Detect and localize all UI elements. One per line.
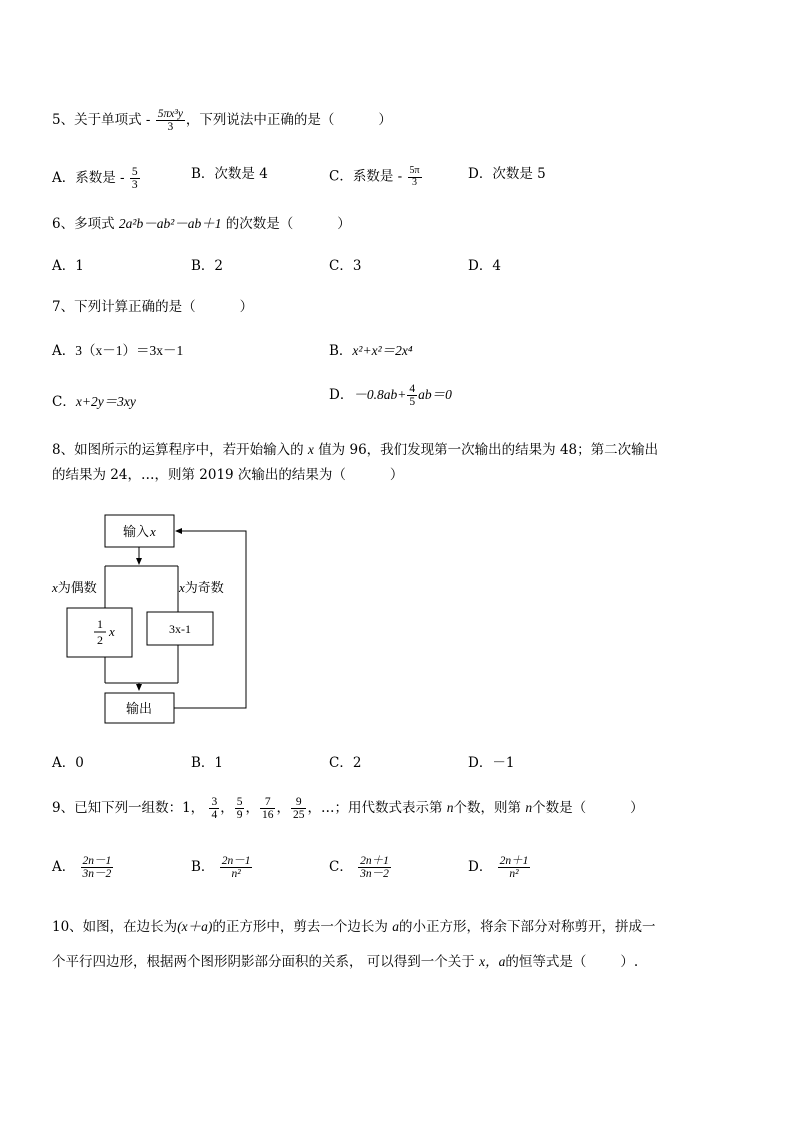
q7-option-c[interactable]: C．x+2y＝3xy (52, 394, 136, 410)
question-5-stem: 5、关于单项式 - $\frac{\text{5πx³y}}{3}$ ，下列说法中正确的是（ ） (52, 108, 392, 134)
flow-even-label: x为偶数 (52, 580, 97, 595)
q9-option-a[interactable]: A． $\frac{2n-1}{3n-2}$ (52, 855, 112, 881)
flow-odd-label: x为奇数 (179, 580, 224, 595)
q7-option-b[interactable]: B．x²+x²＝2x⁴ (329, 343, 413, 359)
flow-output-label: 输出 (126, 701, 153, 716)
flow-input-label: 输入x (123, 524, 156, 539)
q7-option-d[interactable]: D．－0.8ab+ $\frac{4}{5}$ ab＝0 (329, 383, 452, 409)
q5-option-b[interactable]: B．次数是 4 (191, 166, 268, 182)
q5-option-d[interactable]: D．次数是 5 (468, 166, 546, 182)
q7-option-a[interactable]: A．3（x－1）＝3x－1 (52, 343, 184, 359)
flow-odd-expr: 3x-1 (169, 622, 191, 636)
question-6-stem: 6、多项式 2a²b－ab²－ab＋1 的次数是（ ） (52, 216, 351, 232)
q5-fraction: $\frac{\text{5πx³y}}{3}$ (157, 108, 183, 134)
q9-option-b[interactable]: B． $\frac{2n-1}{\text{n²}}$ (191, 855, 251, 881)
q8-option-c[interactable]: C．2 (329, 755, 362, 771)
question-10-line1: 10、如图，在边长为(x＋a)的正方形中，剪去一个边长为 a的小正方形，将余下部分对称剪开，拼成一 (52, 919, 656, 935)
flow-half-var: x (109, 624, 115, 639)
question-7-stem: 7、下列计算正确的是（ ） (52, 299, 254, 315)
q8-option-a[interactable]: A．0 (52, 755, 84, 771)
question-8-stem-line1: 8、如图所示的运算程序中，若开始输入的 x 值为 96，我们发现第一次输出的结果为 48；第二次输出 (52, 442, 659, 458)
flow-half-den: 2 (97, 633, 103, 647)
q8-option-d[interactable]: D．－1 (468, 755, 515, 771)
q6-option-d[interactable]: D．4 (468, 258, 501, 274)
flow-half-num: 1 (97, 617, 103, 631)
question-9-stem: 9、已知下列一组数：1， $\frac{3}{4}$ ， $\frac{5}{9}$ ， $\frac{7}{16}$ ， $\frac{9}{25}$ ，…；用代数式表示第 n个数，则第 n个数是（ ） (52, 796, 644, 822)
flow-loop-line (174, 531, 246, 708)
question-10-line2: 个平行四边形，根据两个图形阴影部分面积的关系， 可以得到一个关于 x，a的恒等式是（ ）. (52, 954, 639, 970)
flowchart-diagram (48, 508, 258, 730)
question-8-stem-line2: 的结果为 24，…，则第 2019 次输出的结果为（ ） (52, 467, 404, 483)
q6-option-c[interactable]: C．3 (329, 258, 362, 274)
q5-option-a[interactable]: A．系数是 - $\frac{5}{3}$ (52, 166, 138, 192)
q6-option-a[interactable]: A．1 (52, 258, 84, 274)
q9-option-d[interactable]: D． $\frac{2n+1}{\text{n²}}$ (468, 855, 529, 881)
q8-option-b[interactable]: B．1 (191, 755, 224, 771)
q6-option-b[interactable]: B．2 (191, 258, 224, 274)
q5-option-c[interactable]: C．系数是 - $\frac{5\pi}{3}$ (329, 165, 420, 188)
q9-option-c[interactable]: C． $\frac{2n+1}{3n-2}$ (329, 855, 389, 881)
